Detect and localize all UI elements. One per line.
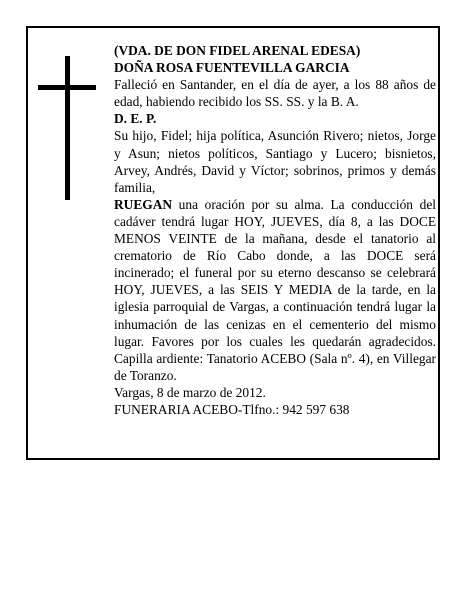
funeral-home: FUNERARIA ACEBO-Tlfno.: 942 597 638 [114, 401, 350, 417]
dep-line: D. E. P. [114, 111, 157, 127]
ruegan-paragraph [114, 196, 436, 384]
cross-horizontal-bar [38, 85, 96, 90]
deceased-name: DOÑA ROSA FUENTEVILLA GARCIA [114, 60, 350, 76]
death-paragraph: Falleció en Santander, en el día de ayer, a los 88 años de edad, habiendo recibido los SS. SS. y la B. A. [114, 77, 436, 110]
cross-vertical-bar [65, 56, 70, 200]
widow-line: (VDA. DE DON FIDEL ARENAL EDESA) [114, 43, 361, 58]
place-date: Vargas, 8 de marzo de 2012. [114, 384, 266, 400]
obituary-notice [26, 26, 440, 460]
family-paragraph: Su hijo, Fidel; hija política, Asunción Rivero; nietos, Jorge y Asun; nietos políticos, Santiago y Lucero; bisnietos, Arvey, Andrés, David y Víctor; sobrinos, primos y demás familia, [114, 128, 436, 195]
notice-text [114, 42, 436, 418]
ruegan-word: RUEGAN [114, 196, 173, 212]
ruegan-text: una oración por su alma. La conducción del cadáver tendrá lugar HOY, JUEVES, día 8, a las DOCE MENOS VEINTE de la mañana, desde el tanatorio al crematorio de Río Cabo donde, a las DOCE será incinerado; el funeral por su eterno descanso se celebrará HOY, JUEVES, a las SEIS Y MEDIA de la tarde, en la iglesia parroquial de Vargas, a continuación tendrá lugar la inhumación de las cenizas en el cementerio del mismo lugar. Favores por los cuales les quedarán agradecidos. Capilla ardiente: Tanatorio ACEBO (Sala nº. 4), en Villegar de Toranzo. [114, 196, 436, 383]
cross-icon [38, 56, 96, 200]
